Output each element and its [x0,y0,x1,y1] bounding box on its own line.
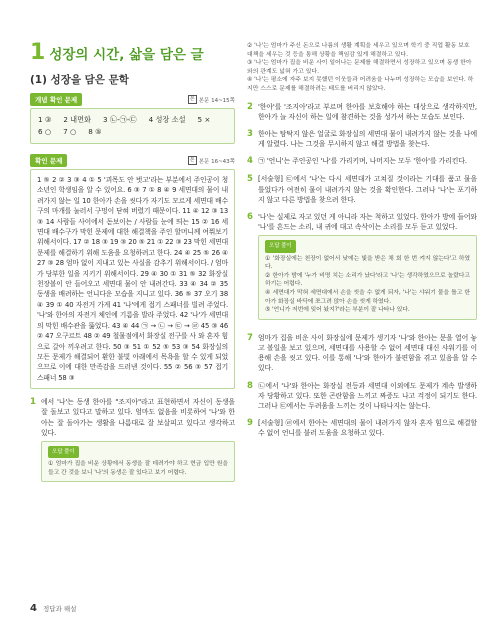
chapter-number: 1 [30,40,46,65]
list-item: ③ '나'는 엄마가 집을 비운 사이 일어나는 문제를 해결하면서 성장하고 있으며 동생 한아와의 관계도 넓혀 가고 있다. [247,60,472,75]
wrong-answer-box [41,441,235,482]
explanation-item [247,381,477,412]
item-text-content: 에서 '나'는 동생 한아를 "조지아"라고 표현하면서 자신이 동생을 잘 돌보고 있다고 말하고 있다. 엄마도 없음을 비롯하여 '나'와 한아는 잘 돌아가는 생활을 나름대로 잘 보살피고 있다고 생각하고 있다. [41,398,235,437]
list-item: ② '나'는 엄마가 주신 돈으로 나름의 생활 계획을 세우고 있으며 학기 중 직업 활동 보호 대책을 세우는 것 등을 통해 상황을 책임감 있게 해결하고 있다. [247,43,470,58]
footer-label: 정답과 해설 [42,605,77,613]
check-answers-box [30,169,235,389]
concept-answer: 7 ○ [63,127,77,136]
item-number: 4 [247,156,253,167]
continued-answer-list [247,42,477,94]
concept-tag: 개념 확인 문제 [30,93,82,106]
check-ref [188,156,235,165]
item-text [41,397,235,488]
item-text: ㉠ '언니'는 주인공인 '나'를 가리키며, 나머지는 모두 '한아'를 가리킨다. [258,157,467,166]
item-number: 7 [247,332,253,343]
wrong-answer-line: ② 한아가 밤에 '누가 비명 치는 소리가 났다'라고 '나'는 생각하였으므로 놀랐다고 하기는 어렵다. [265,272,470,288]
explanation-item [247,174,477,205]
left-column [30,42,235,495]
concept-answer: 6 ○ [38,127,52,136]
item-number: 2 [247,101,253,112]
check-answers-text: 1 ⑤ 2 ② 3 ③ 4 ① 5 '괴목도 안 벗고'라는 부분에서 주인공이 청소년인 학생임을 알 수 있어요. 6 ③ 7 ① 8 ④ 9 세면대의 물이 내려가지 않는 일 10 한아가 손을 씻다가 자기도 모르게 세면대 배수구의 마개를 눌러서 구멍이 닫혀 버렸기 때문이다. 11 ④ 12 ③ 13 ③ 14 사람들 사이에서 돋보이는 / 사람들 눈에 띄는 15 ② 16 세면대 배수구가 막힌 문제에 대한 해결책을 주인 할머니께 여쭤보기 위해서이다. 17 ② 18 ③ 19 ③ 20 ⑤ 21 ① 22 ③ 23 막힌 세면대 문제를 해결하기 위해 도움을 요청하려고 한다. 24 ④ 25 ⑤ 26 ④ 27 ③ 28 엄마 없이 지내고 있는 사실을 감추기 위해서이다. / 엄마가 당부한 일을 지키기 위해서이다. 29 ④ 30 ① 31 ⑤ 32 화장실 천장볼이 안 들어오고 세면대 물이 안 내려간다. 33 ④ 34 ② 35 동생을 배려하는 언니다운 모습을 지니고 있다. 36 ⑤ 37 오기 38 ④ 39 ① 40 자전거 가게 41 '나'에게 접기 스패너를 빌려 주었다. '나'와 한아의 자전거 체인에 기름을 발라 주었다. 42 '나'가 세면대의 막힌 배수관을 뚫었다. 43 ④ 44 ㉠ → ㉡ → ㉢ → ㉣ 45 ③ 46 ② 47 오구르트 48 ② 49 철물점에서 화장실 전구를 사 와 혼자 힘으로 갈아 끼우려고 한다. 50 ③ 51 ① 52 ⑤ 53 ③ 54 화장실의 모든 문제가 해결되어 환한 불빛 아래에서 목욕을 할 수 있게 되었으므로 이에 대한 만족감을 드러낸 것이다. 55 ② 56 ③ 57 접기 스패너 58 ③ [37,176,228,382]
chapter-title: 성장의 시간, 삶을 담은 글 [49,47,204,63]
concept-row [38,126,227,138]
concept-answer: 5 × [197,115,211,124]
wrong-answer-line: ⑤ '언니가 저번에 잊어 놨지?'라는 부분이 잘 나타나 있다. [265,307,410,314]
concept-answer: 4 성장 소설 [148,115,186,124]
wrong-answer-line: ① 엄마가 집을 비운 상황에서 동생을 잘 데려가야 하고 현금 입만 원을 들고 간 것을 보니 '나'의 동생은 잘 있다고 보기 어렵다. [48,461,228,476]
item-text [258,212,477,326]
item-text: ㉡에서 '나'와 한아는 화장실 전등과 세면대 이외에도 문제가 계속 발생하자 당황하고 있다. 또한 곤란함을 느끼고 짜증도 나고 걱정이 되기도 한다. 그러나 ㉢에서는 두려움을 느끼는 것이 나타나지는 않는다. [258,381,477,410]
concept-answer: 1 ③ [38,115,52,124]
explanation-item [247,102,477,122]
book-icon: 본 [188,95,197,104]
concept-row [38,114,227,126]
concept-ref [188,95,235,104]
section-title: (1) 성장을 담은 문학 [30,74,129,86]
explanation-item [247,212,477,326]
page-number: 4 [30,603,37,614]
item-number: 8 [247,380,253,391]
item-number: 9 [247,418,253,429]
explanation-item [247,129,477,149]
item-number: 1 [30,397,36,408]
check-ref-text: 본문 16~43쪽 [198,158,235,165]
wrong-answer-label: 오답 풀이 [265,240,296,252]
list-item: ④ '나'는 평소에 자주 보지 못했던 이웃들과 어려움을 나누며 성장하는 모습을 보인다. 하지만 스스로 문제를 해결하려는 태도를 버리지 않았다. [247,77,474,92]
item-text-content: '나'는 실제로 자고 있던 게 아니라 자는 척하고 있었다. 한아가 방에 들어와 '나'를 흔드는 소리, 내 귀에 대고 속삭이는 소리를 모두 듣고 있었다. [258,212,477,232]
item-text: 엄마가 집을 비운 사이 화장실에 문제가 생기자 '나'와 한아는 문을 열어 놓고 볼일을 보고 있으며, 세면대를 사용할 수 없어 세면대 대신 샤워기를 이용해 손을 씻고 있다. 이를 통해 '나'와 한아가 불편함을 겪고 있음을 알 수 있다. [258,333,477,373]
chapter-heading [30,42,235,64]
check-tag: 확인 문제 [30,154,67,167]
item-text: 한아는 탐탁지 않은 얼굴로 화장실의 세면대 물이 내려가지 않는 것을 나에게 알렸다. 나는 그것을 무시하지 않고 해결 방법을 찾는다. [258,129,477,149]
explanation-item [247,418,477,438]
explanation-item [247,333,477,374]
concept-answer: 2 내면화 [63,115,91,124]
wrong-answer-box [258,235,477,319]
concept-answer: 8 ⑤ [88,127,102,136]
item-text: '한아'를 '조지아'라고 부르며 한아를 보호해야 하는 대상으로 생각하지만, 한아가 늘 자신이 하는 일에 참견하는 것을 성가셔 하는 모습도 보인다. [258,102,477,121]
explanation-item [247,156,477,167]
page-footer [30,603,76,614]
concept-answer: 3 ㉡-㉠-㉢ [103,115,137,124]
right-column [247,42,477,446]
item-text: [서술형] ㉢에서 '나'는 다시 세면대가 고쳐질 것이라는 기대를 품고 물을 틀었다가 여전히 물이 내려가지 않는 것을 확인한다. 그러나 '나'는 포기하지 않고 다른 방법을 찾으려 한다. [258,175,477,204]
wrong-answer-label: 오답 풀이 [48,446,79,458]
explanation-item [30,397,235,488]
item-number: 3 [247,128,253,139]
wrong-answer-line: ① '화장실에는 천장이 없어서 낮에는 빛을 받은 채 회 한 번 켜지 않는다'고 하였다. [265,255,470,271]
concept-header [30,93,235,106]
wrong-answer-line: ④ 세면대가 막혀 세면대에서 손을 씻을 수 없게 되자, '나'는 샤워기 물을 틀고 한아가 화장실 바닥에 쪼그려 앉아 손을 씻게 하였다. [265,289,470,305]
item-number: 6 [247,211,253,222]
concept-ref-text: 본문 14~15쪽 [198,97,235,104]
book-icon: 본 [188,156,197,165]
concept-answers-box [30,108,235,144]
item-number: 5 [247,174,253,185]
item-text: [서술형] ㉣에서 한아는 세면대의 물이 내려가지 않자 혼자 힘으로 해결할 수 없어 언니를 불러 도움을 요청하고 있다. [258,419,477,438]
check-header [30,154,235,167]
